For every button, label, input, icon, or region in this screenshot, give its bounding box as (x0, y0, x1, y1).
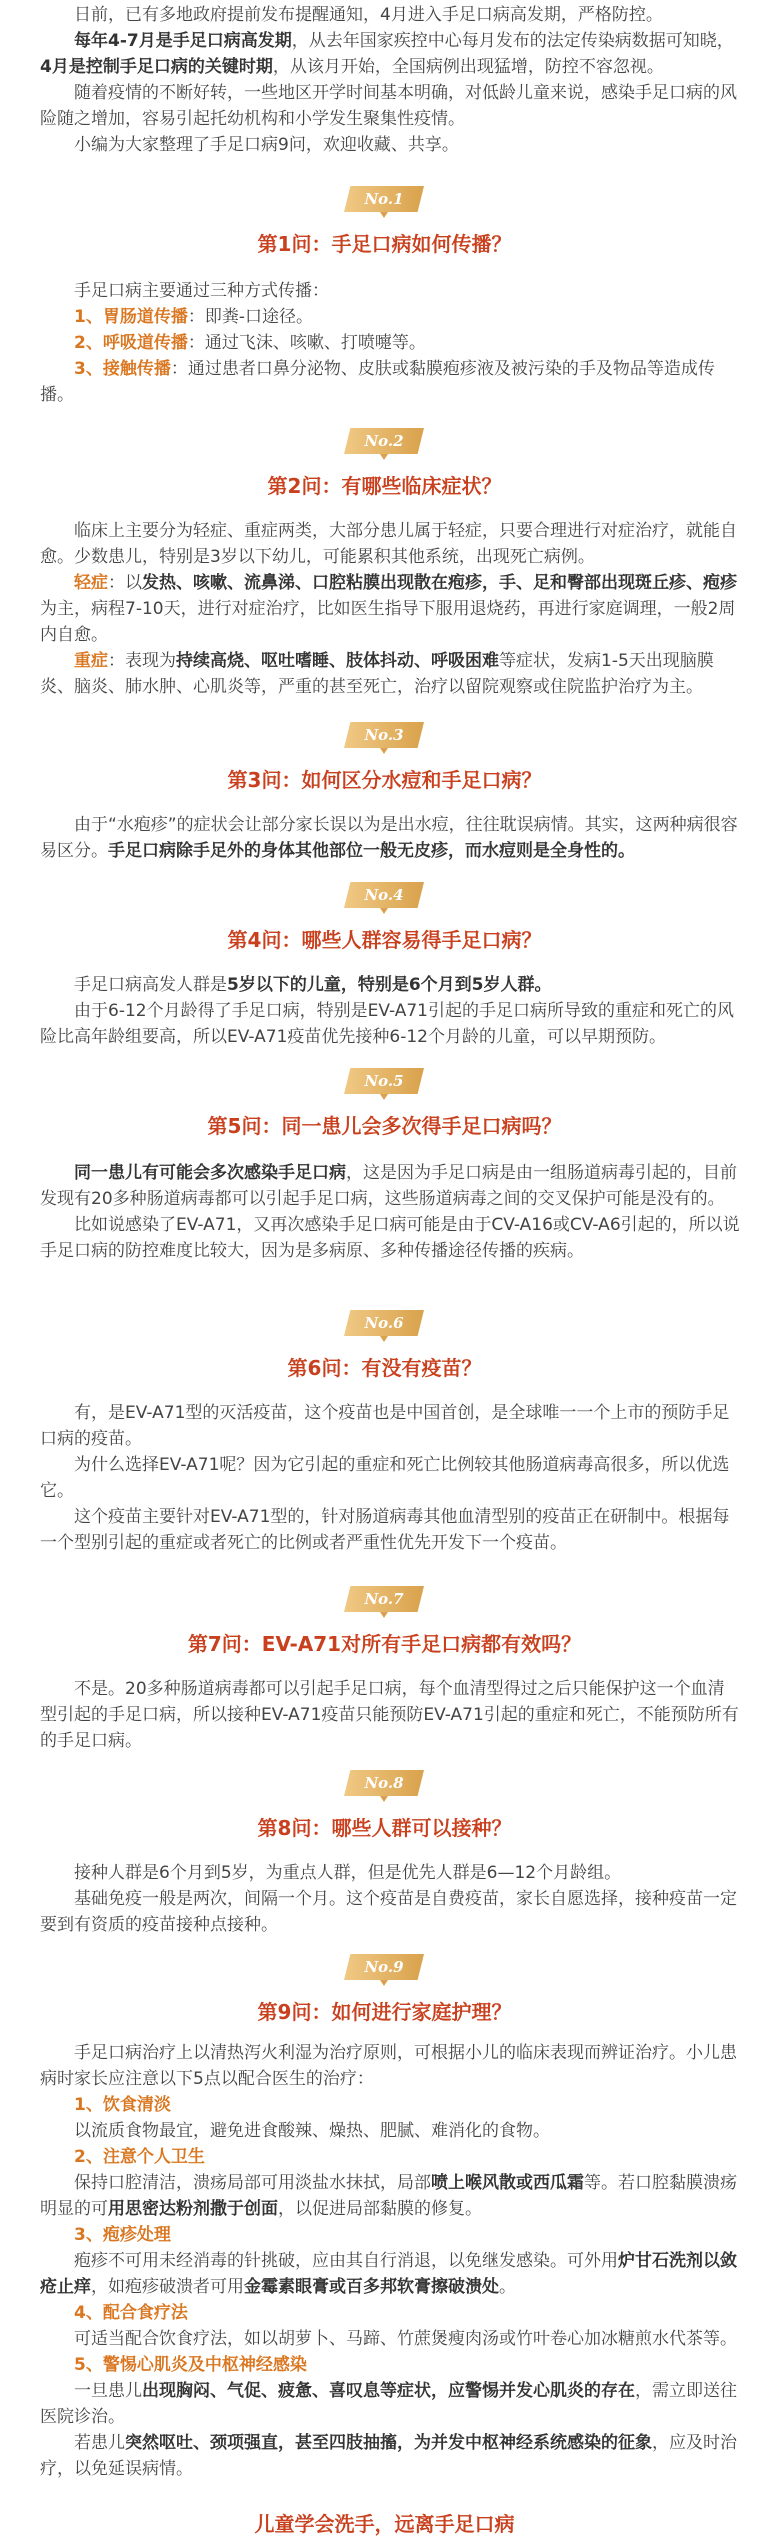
q2-body (40, 518, 740, 700)
q3-title: 第3问：如何区分水痘和手足口病？ (227, 768, 542, 792)
q6-p2: 为什么选择EV-A71呢？因为它引起的重症和死亡比例较其他肠道病毒高很多，所以优选它。 (40, 1455, 730, 1501)
q9-h1: 1、饮食清淡 (74, 2095, 171, 2115)
footer-slogan: 儿童学会洗手，远离手足口病 (254, 2512, 515, 2536)
q3-body (40, 812, 740, 864)
badge-no5: No.5 (344, 1068, 424, 1094)
q4-group: 手足口病高发人群是5岁以下的儿童，特别是6个月到5岁人群。 (74, 975, 552, 995)
q8-p1: 接种人群是6个月到5岁，为重点人群，但是优先人群是6—12个月龄组。 (74, 1863, 622, 1883)
q8-title: 第8问：哪些人群可以接种？ (257, 1816, 512, 1840)
badge-no7: No.7 (344, 1586, 424, 1612)
q1-body (40, 278, 740, 408)
q9-h4: 4、配合食疗法 (74, 2303, 188, 2323)
q2-overview: 临床上主要分为轻症、重症两类，大部分患儿属于轻症，只要合理进行对症治疗，就能自愈。少数患儿，特别是3岁以下幼儿，可能累积其他系统，出现死亡病例。 (40, 521, 737, 567)
badge-no3: No.3 (344, 722, 424, 748)
intro-period: 每年4-7月是手足口病高发期，从去年国家疾控中心每月发布的法定传染病数据可知晓，4月是控制手足口病的关键时期，从该月开始，全国病例出现猛增，防控不容忽视。 (40, 31, 734, 77)
q9-t2: 保持口腔清洁，溃疡局部可用淡盐水抹拭，局部喷上喉风散或西瓜霜等。若口腔黏膜溃疡明显的可用思密达粉剂撒于创面，以促进局部黏膜的修复。 (40, 2173, 737, 2219)
q1-item1: 1、胃肠道传播：即粪-口途径。 (74, 307, 313, 327)
q2-mild: 轻症：以发热、咳嗽、流鼻涕、口腔粘膜出现散在疱疹，手、足和臀部出现斑丘疹、疱疹为主，病程7-10天，进行对症治疗，比如医生指导下服用退烧药，再进行家庭调理，一般2周内自愈。 (40, 573, 737, 645)
q2-severe: 重症：表现为持续高烧、呕吐嗜睡、肢体抖动、呼吸困难等症状，发病1-5天出现脑膜炎、脑炎、肺水肿、心肌炎等，严重的甚至死亡，治疗以留院观察或住院监护治疗为主。 (40, 651, 714, 697)
intro (40, 2, 740, 158)
q1-title: 第1问：手足口病如何传播？ (257, 232, 512, 256)
q6-title: 第6问：有没有疫苗？ (287, 1356, 482, 1380)
intro-risk: 随着疫情的不断好转，一些地区开学时间基本明确，对低龄儿童来说，感染手足口病的风险随之增加，容易引起托幼机构和小学发生聚集性疫情。 (40, 83, 737, 129)
q8-p2: 基础免疫一般是两次，间隔一个月。这个疫苗是自费疫苗，家长自愿选择，接种疫苗一定要到有资质的疫苗接种点接种。 (40, 1889, 737, 1935)
q7-title: 第7问：EV-A71对所有手足口病都有效吗？ (187, 1632, 582, 1656)
q9-t4: 可适当配合饮食疗法，如以胡萝卜、马蹄、竹蔗煲瘦肉汤或竹叶卷心加冰糖煎水代茶等。 (74, 2329, 737, 2349)
q4-title: 第4问：哪些人群容易得手足口病？ (227, 928, 542, 952)
q6-p1: 有，是EV-A71型的灭活疫苗，这个疫苗也是中国首创，是全球唯一一个上市的预防手足口病的疫苗。 (40, 1403, 730, 1449)
intro-notice: 日前，已有多地政府提前发布提醒通知，4月进入手足口病高发期，严格防控。 (74, 5, 663, 25)
badge-no4: No.4 (344, 882, 424, 908)
q8-body (40, 1860, 740, 1938)
q9-intro: 手足口病治疗上以清热泻火利湿为治疗原则，可根据小儿的临床表现而辨证治疗。小儿患病时家长应注意以下5点以配合医生的治疗： (40, 2043, 737, 2089)
q1-item2: 2、呼吸道传播：通过飞沫、咳嗽、打喷嚏等。 (74, 333, 426, 353)
q9-t1: 以流质食物最宜，避免进食酸辣、燥热、肥腻、难消化的食物。 (74, 2121, 550, 2141)
q6-body (40, 1400, 740, 1556)
q7-body (40, 1676, 740, 1754)
q9-title: 第9问：如何进行家庭护理？ (257, 2000, 512, 2024)
badge-no2: No.2 (344, 428, 424, 454)
q4-body (40, 972, 740, 1050)
q5-p1: 同一患儿有可能会多次感染手足口病，这是因为手足口病是由一组肠道病毒引起的，目前发现有20多种肠道病毒都可以引起手足口病，这些肠道病毒之间的交叉保护可能是没有的。 (40, 1163, 737, 1209)
q9-t3: 疱疹不可用未经消毒的针挑破，应由其自行消退，以免继发感染。可外用炉甘石洗剂以敛疮止痒，如疱疹破溃者可用金霉素眼膏或百多邦软膏擦破溃处。 (40, 2251, 737, 2297)
q9-body (40, 2040, 740, 2482)
badge-no8: No.8 (344, 1770, 424, 1796)
q1-item3: 3、接触传播：通过患者口鼻分泌物、皮肤或黏膜疱疹液及被污染的手及物品等造成传播。 (40, 359, 715, 405)
q4-detail: 由于6-12个月龄得了手足口病，特别是EV-A71引起的手足口病所导致的重症和死亡的风险比高年龄组要高，所以EV-A71疫苗优先接种6-12个月龄的儿童，可以早期预防。 (40, 1001, 734, 1047)
q7-p1: 不是。20多种肠道病毒都可以引起手足口病，每个血清型得过之后只能保护这一个血清型引起的手足口病，所以接种EV-A71疫苗只能预防EV-A71引起的重症和死亡，不能预防所有的手足口病。 (40, 1679, 739, 1751)
q1-lead: 手足口病主要通过三种方式传播： (74, 281, 329, 301)
q9-t6: 若患儿突然呕吐、颈项强直，甚至四肢抽搐，为并发中枢神经系统感染的征象，应及时治疗，以免延误病情。 (40, 2433, 737, 2479)
q5-p2: 比如说感染了EV-A71，又再次感染手足口病可能是由于CV-A16或CV-A6引起的，所以说手足口病的防控难度比较大，因为是多病原、多种传播途径传播的疾病。 (40, 1215, 740, 1261)
badge-no1: No.1 (344, 186, 424, 212)
q9-h2: 2、注意个人卫生 (74, 2147, 205, 2167)
intro-summary: 小编为大家整理了手足口病9问，欢迎收藏、共享。 (74, 135, 459, 155)
q5-title: 第5问：同一患儿会多次得手足口病吗？ (207, 1114, 562, 1138)
badge-no6: No.6 (344, 1310, 424, 1336)
badge-no9: No.9 (344, 1954, 424, 1980)
q2-title: 第2问：有哪些临床症状？ (267, 474, 502, 498)
q9-t5: 一旦患儿出现胸闷、气促、疲惫、喜叹息等症状，应警惕并发心肌炎的存在，需立即送往医院诊治。 (40, 2381, 737, 2427)
q9-h5: 5、警惕心肌炎及中枢神经感染 (74, 2355, 307, 2375)
q5-body (40, 1160, 740, 1264)
q9-h3: 3、疱疹处理 (74, 2225, 171, 2245)
q3-text: 由于“水疱疹”的症状会让部分家长误以为是出水痘，往往耽误病情。其实，这两种病很容易区分。手足口病除手足外的身体其他部位一般无皮疹，而水痘则是全身性的。 (40, 815, 738, 861)
q6-p3: 这个疫苗主要针对EV-A71型的，针对肠道病毒其他血清型别的疫苗正在研制中。根据每一个型别引起的重症或者死亡的比例或者严重性优先开发下一个疫苗。 (40, 1507, 730, 1553)
